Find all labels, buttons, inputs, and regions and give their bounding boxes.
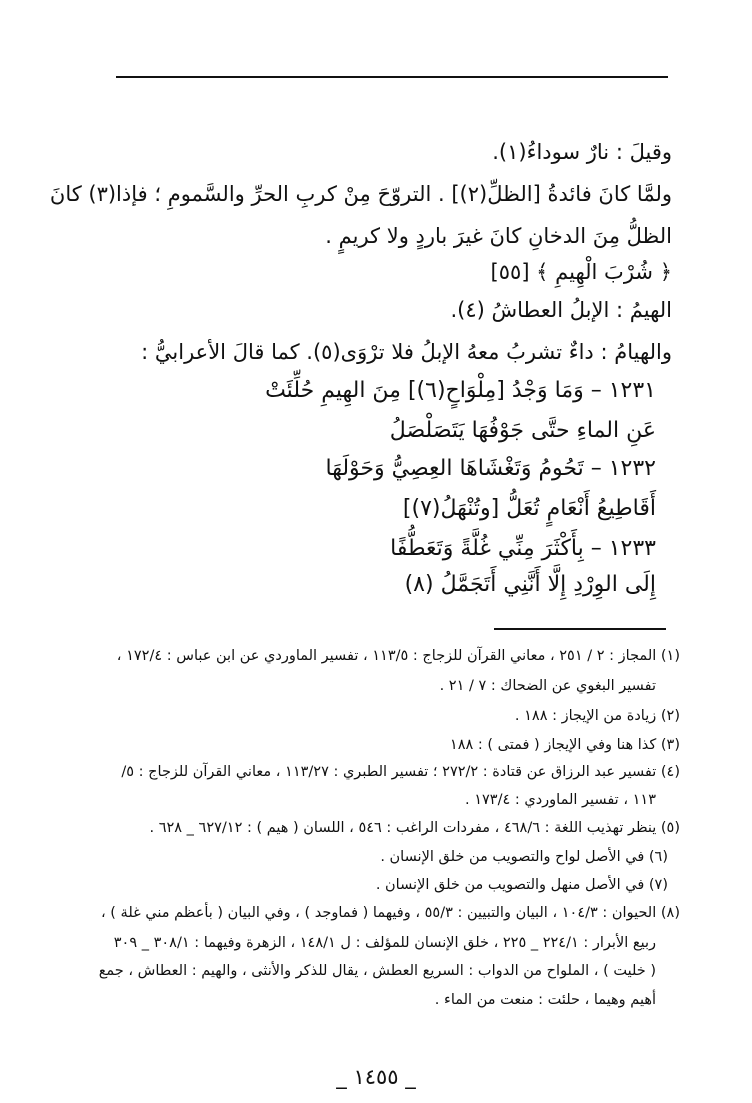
poem-verse: عَنِ الماءِ حتَّى جَوْفُهَا يَتَصَلْصَلُ xyxy=(389,418,656,443)
footnote-line: تفسير البغوي عن الضحاك : ٧ / ٢١ . xyxy=(439,678,656,694)
poem-verse: ١٢٣٢ – تَحُومُ وَتَغْشَاهَا العِصِيُّ وَحَوْلَهَا xyxy=(325,456,656,481)
footnote-line: ربيع الأبرار : ٢٢٤/١ _ ٢٢٥ ، خلق الإنسان للمؤلف : ل ١٤٨/١ ، الزهرة وفيهما : ٣٠٨/١ _ ٣٠٩ xyxy=(113,935,656,951)
poem-verse: أَقَاطِيعُ أَنْعَامٍ تُعَلُّ [وتُنْهَلُ(٧)] xyxy=(402,496,656,521)
top-rule xyxy=(116,76,668,78)
text-line: وقيلَ : نارٌ سوداءُ(١). xyxy=(492,140,672,164)
poem-verse: ١٢٣٣ – بِأَكْثَرَ مِنِّي غُلَّةً وَتَعَطُّفًا xyxy=(390,536,656,561)
footnote-line: (١) المجاز : ٢ / ٢٥١ ، معاني القرآن للزجاج : ١١٣/٥ ، تفسير الماوردي عن ابن عباس : ١٧٢/٤ ، xyxy=(116,648,680,664)
poem-verse: ١٢٣١ – وَمَا وَجْدُ [مِلْوَاحٍ(٦)] مِنَ الهِيمِ حُلِّئَتْ xyxy=(265,378,656,403)
poem-verse: إِلَى الوِرْدِ إِلَّا أَنَّنِي أَتَجَمَّلُ (٨) xyxy=(404,572,656,597)
text-line: والهيامُ : داءٌ تشربُ معهُ الإبلُ فلا ترْوَى(٥). كما قالَ الأعرابيُّ : xyxy=(141,340,672,364)
text-line: الظلُّ مِنَ الدخانِ كانَ غيرَ باردٍ ولا كريمٍ . xyxy=(325,224,672,248)
quran-verse: ﴿ شُرْبَ الْهِيمِ ﴾ [٥٥] xyxy=(490,260,672,284)
footnote-line: (٤) تفسير عبد الرزاق عن قتادة : ٢٧٢/٢ ؛ تفسير الطبري : ١١٣/٢٧ ، معاني القرآن للزجاج : ٥/ xyxy=(121,764,680,780)
footnote-rule xyxy=(494,628,666,630)
text-line: الهيمُ : الإبلُ العطاشُ (٤). xyxy=(450,298,672,322)
footnote-line: (٣) كذا هنا وفي الإيجاز ( فمتى ) : ١٨٨ xyxy=(449,737,680,753)
footnote-line: (٢) زيادة من الإيجاز : ١٨٨ . xyxy=(514,708,680,724)
footnote-line: أهيم وهيما ، حلئت : منعت من الماء . xyxy=(434,992,656,1008)
page-number: _ ١٤٥٥ _ xyxy=(336,1065,416,1089)
footnote-line: (٨) الحيوان : ١٠٤/٣ ، البيان والتبيين : ٥٥/٣ ، وفيهما ( فماوجد ) ، وفي البيان ( بأعظم مني غلة ) ، xyxy=(101,905,680,921)
footnote-line: (٧) في الأصل منهل والتصويب من خلق الإنسان . xyxy=(375,877,668,893)
text-line: ولمَّا كانَ فائدةُ [الظلِّ(٢)] . التروّحَ مِنْ كربِ الحرِّ والسَّمومِ ؛ فإذا(٣) كانَ xyxy=(49,182,672,206)
footnote-line: (٥) ينظر تهذيب اللغة : ٤٦٨/٦ ، مفردات الراغب : ٥٤٦ ، اللسان ( هيم ) : ٦٢٧/١٢ _ ٦٢٨ . xyxy=(149,820,680,836)
footnote-line: (٦) في الأصل لواح والتصويب من خلق الإنسان . xyxy=(380,849,668,865)
footnote-line: ١١٣ ، تفسير الماوردي : ١٧٣/٤ . xyxy=(465,792,656,808)
footnote-line: ( خليت ) ، الملواح من الدواب : السريع العطش ، يقال للذكر والأنثى ، والهيم : العطاش ، جمع xyxy=(98,963,656,979)
